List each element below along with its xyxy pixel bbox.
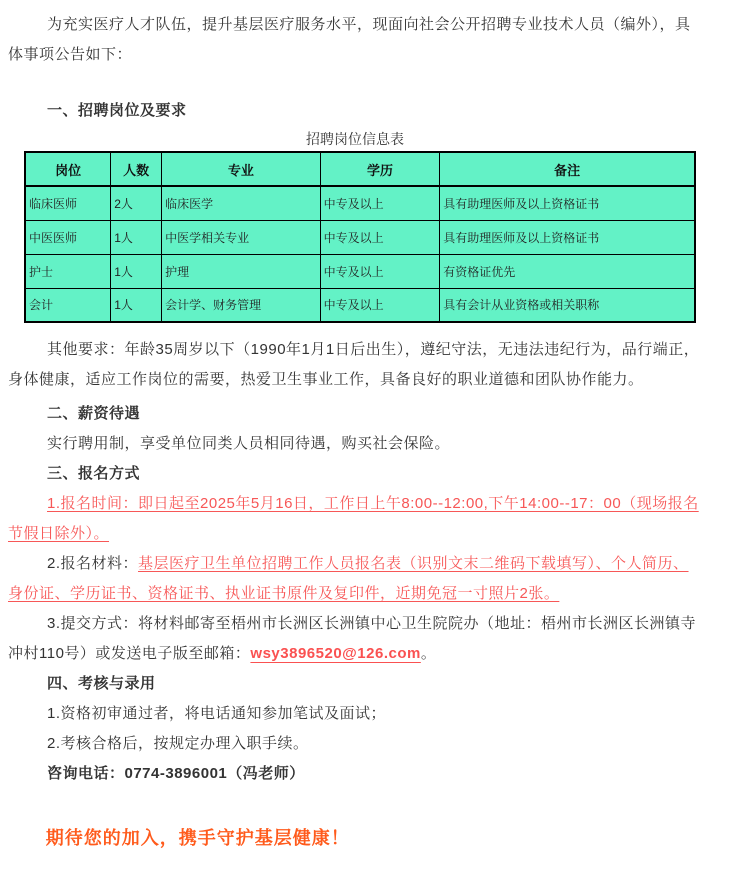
- table-cell: 中专及以上: [320, 288, 440, 322]
- table-cell: 2人: [111, 186, 162, 220]
- signup-materials-text: 基层医疗卫生单位招聘工作人员报名表（识别文末二维码下载填写）、个人简历、身份证、学历证书、资格证书、执业证书原件及复印件，近期免冠一寸照片2张。: [8, 555, 689, 602]
- submission-method-item: [8, 609, 702, 669]
- table-cell: 1人: [111, 220, 162, 254]
- table-header-cell: 学历: [320, 152, 440, 186]
- table-cell: 临床医学: [162, 186, 321, 220]
- table-row: [25, 186, 695, 220]
- closing-slogan: 期待您的加入，携手守护基层健康！: [45, 828, 350, 848]
- table-cell: 1人: [111, 254, 162, 288]
- section1-heading: 一、招聘岗位及要求: [47, 102, 187, 119]
- signup-materials-item: [8, 549, 702, 609]
- table-body: [25, 186, 695, 322]
- other-requirements: 其他要求：年龄35周岁以下（1990年1月1日后出生），遵纪守法，无违法违纪行为，品行端正，身体健康，适应工作岗位的需要，热爱卫生事业工作，具备良好的职业道德和团队协作能力。: [8, 341, 700, 388]
- table-header-cell: 专业: [162, 152, 321, 186]
- table-row: [25, 288, 695, 322]
- table-cell: 会计学、财务管理: [162, 288, 321, 322]
- table-title: 招聘岗位信息表: [306, 131, 404, 147]
- table-cell: 具有会计从业资格或相关职称: [440, 288, 695, 322]
- table-header-cell: 备注: [440, 152, 695, 186]
- signup-time-text: 1.报名时间：即日起至2025年5月16日，工作日上午8:00--12:00,下午14:00--17：00（现场报名节假日除外）。: [8, 495, 699, 542]
- table-cell: 中医医师: [25, 220, 111, 254]
- table-cell: 中专及以上: [320, 186, 440, 220]
- table-cell: 有资格证优先: [440, 254, 695, 288]
- table-head: [25, 152, 695, 186]
- table-cell: 中专及以上: [320, 254, 440, 288]
- email-link[interactable]: wsy3896520@126.com: [250, 645, 421, 662]
- table-cell: 护理: [162, 254, 321, 288]
- contact-phone: 咨询电话：0774-3896001（冯老师）: [47, 765, 305, 782]
- announcement-document: [8, 10, 702, 851]
- table-cell: 会计: [25, 288, 111, 322]
- table-header-cell: 人数: [111, 152, 162, 186]
- table-header-row: [25, 152, 695, 186]
- table-cell: 临床医师: [25, 186, 111, 220]
- table-cell: 中专及以上: [320, 220, 440, 254]
- intro-paragraph: 为充实医疗人才队伍，提升基层医疗服务水平，现面向社会公开招聘专业技术人员（编外），具体事项公告如下：: [8, 16, 691, 63]
- assessment-item-2: 2.考核合格后，按规定办理入职手续。: [47, 735, 309, 752]
- table-header-cell: 岗位: [25, 152, 111, 186]
- signup-materials-label: 2.报名材料：: [47, 555, 139, 572]
- table-cell: 护士: [25, 254, 111, 288]
- assessment-item-1: 1.资格初审通过者，将电话通知参加笔试及面试；: [47, 705, 387, 722]
- submission-method-text: 3.提交方式：将材料邮寄至梧州市长洲区长洲镇中心卫生院院办（地址：梧州市长洲区长洲镇寺冲村110号）或发送电子版至邮箱：: [8, 615, 697, 662]
- table-cell: 具有助理医师及以上资格证书: [440, 220, 695, 254]
- submission-method-suffix: 。: [420, 645, 437, 662]
- section2-body: 实行聘用制，享受单位同类人员相同待遇，购买社会保险。: [47, 435, 451, 452]
- section2-heading: 二、薪资待遇: [47, 405, 141, 422]
- section3-heading: 三、报名方式: [47, 465, 141, 482]
- signup-time-item: [8, 489, 702, 549]
- recruitment-table: [24, 151, 696, 323]
- table-cell: 1人: [111, 288, 162, 322]
- table-row: [25, 254, 695, 288]
- table-cell: 中医学相关专业: [162, 220, 321, 254]
- section4-heading: 四、考核与录用: [47, 675, 156, 692]
- table-cell: 具有助理医师及以上资格证书: [440, 186, 695, 220]
- table-row: [25, 220, 695, 254]
